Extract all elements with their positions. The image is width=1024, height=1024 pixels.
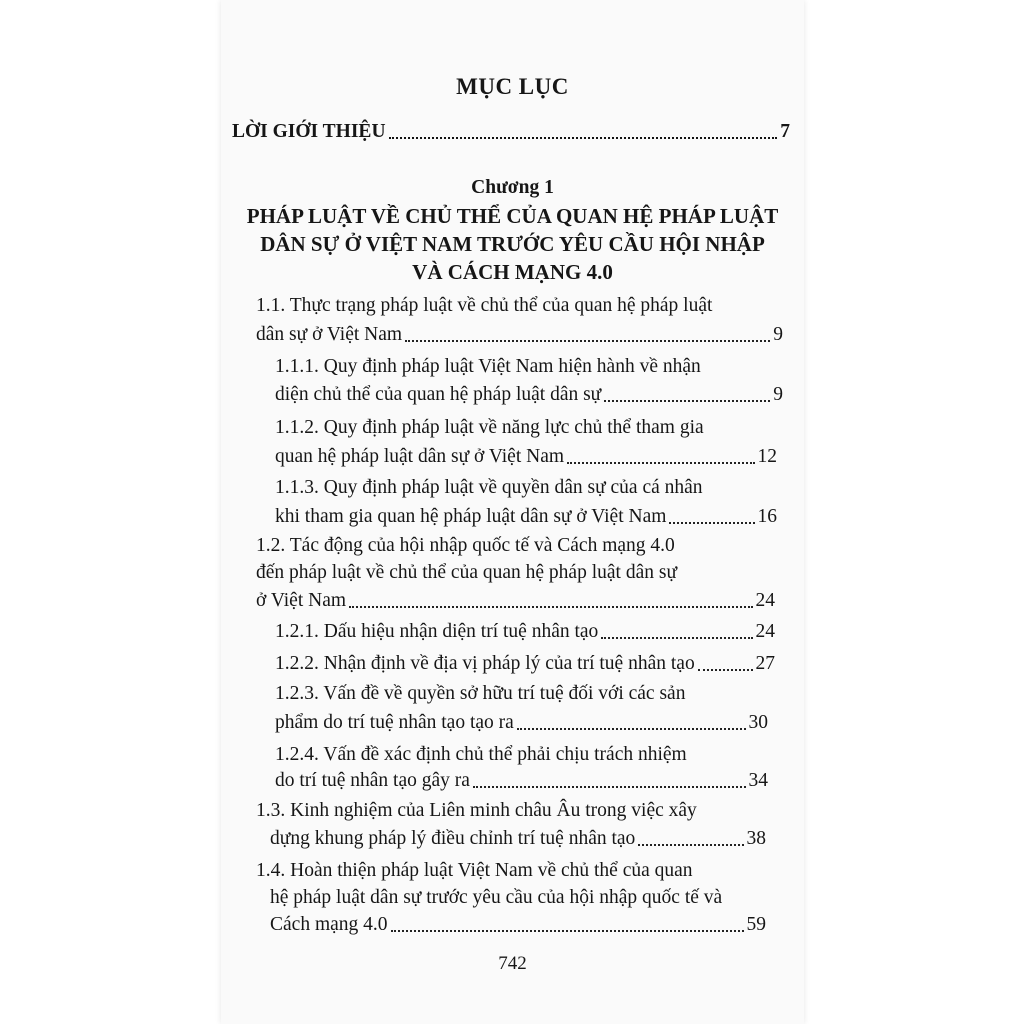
- toc-entry-text: ở Việt Nam: [256, 590, 347, 611]
- toc-entry-1-4: [270, 911, 766, 938]
- chapter-title-line-2: DÂN SỰ Ở VIỆT NAM TRƯỚC YÊU CẦU HỘI NHẬP: [260, 232, 765, 256]
- dot-leader: [604, 400, 770, 402]
- dot-leader: [349, 606, 752, 608]
- toc-entry-page: 34: [748, 770, 768, 791]
- toc-entry-1-2-4-line-1: 1.2.4. Vấn đề xác định chủ thể phải chịu trách nhiệm: [275, 744, 687, 765]
- dot-leader: [391, 930, 744, 932]
- toc-entry-text: 1.2.1. Dấu hiệu nhận diện trí tuệ nhân tạo: [275, 621, 599, 642]
- toc-entry-page: 59: [746, 914, 766, 935]
- toc-entry-page: 16: [757, 506, 777, 527]
- toc-entry-page: 9: [773, 384, 783, 405]
- dot-leader: [405, 340, 770, 342]
- page-number: 742: [498, 953, 527, 974]
- toc-entry-text: diện chủ thể của quan hệ pháp luật dân sự: [275, 384, 602, 405]
- toc-entry-1-3: [270, 825, 766, 852]
- toc-entry-page: 24: [755, 590, 775, 611]
- toc-entry-1-2-3-line-1: 1.2.3. Vấn đề về quyền sở hữu trí tuệ đối với các sản: [275, 683, 686, 704]
- toc-entry-1-2-line-1: 1.2. Tác động của hội nhập quốc tế và Cách mạng 4.0: [256, 535, 675, 556]
- dot-leader: [473, 786, 746, 788]
- toc-entry-page: 38: [746, 828, 766, 849]
- toc-entry-1-1: [256, 321, 783, 348]
- toc-entry-1-1-2: [275, 443, 777, 470]
- dot-leader: [698, 669, 753, 671]
- toc-entry-1-2-4: [275, 767, 768, 794]
- intro-row: [232, 118, 790, 145]
- toc-entry-1-1-1: [275, 381, 783, 408]
- toc-entry-text: dựng khung pháp lý điều chỉnh trí tuệ nhân tạo: [270, 828, 636, 849]
- toc-entry-1-4-line-1: 1.4. Hoàn thiện pháp luật Việt Nam về chủ thể của quan: [256, 860, 693, 881]
- toc-entry-1-2-2: [275, 650, 775, 677]
- chapter-title-line-3: VÀ CÁCH MẠNG 4.0: [412, 260, 613, 284]
- toc-entry-1-4-line-2: hệ pháp luật dân sự trước yêu cầu của hội nhập quốc tế và: [270, 887, 723, 908]
- dot-leader: [601, 637, 752, 639]
- toc-entry-page: 24: [755, 621, 775, 642]
- toc-title: MỤC LỤC: [456, 74, 569, 99]
- toc-entry-page: 30: [748, 712, 768, 733]
- dot-leader: [389, 137, 778, 139]
- toc-entry-1-1-line-1: 1.1. Thực trạng pháp luật về chủ thể của quan hệ pháp luật: [256, 295, 713, 316]
- toc-entry-1-1-3: [275, 503, 777, 530]
- toc-entry-1-1-3-line-1: 1.1.3. Quy định pháp luật về quyền dân sự của cá nhân: [275, 477, 703, 498]
- chapter-title-line-1: PHÁP LUẬT VỀ CHỦ THỂ CỦA QUAN HỆ PHÁP LUẬT: [246, 204, 779, 228]
- chapter-number: Chương 1: [471, 177, 554, 198]
- toc-entry-1-3-line-1: 1.3. Kinh nghiệm của Liên minh châu Âu trong việc xây: [256, 800, 697, 821]
- toc-entry-1-1-1-line-1: 1.1.1. Quy định pháp luật Việt Nam hiện hành về nhận: [275, 356, 701, 377]
- toc-entry-1-2: [256, 587, 775, 614]
- toc-entry-1-2-line-2: đến pháp luật về chủ thể của quan hệ pháp luật dân sự: [256, 562, 678, 583]
- intro-page: 7: [780, 121, 790, 142]
- toc-entry-text: do trí tuệ nhân tạo gây ra: [275, 770, 470, 791]
- dot-leader: [638, 844, 743, 846]
- toc-entry-page: 27: [755, 653, 775, 674]
- toc-entry-text: quan hệ pháp luật dân sự ở Việt Nam: [275, 446, 565, 467]
- toc-entry-1-2-3: [275, 709, 768, 736]
- dot-leader: [669, 522, 754, 524]
- toc-entry-text: phẩm do trí tuệ nhân tạo tạo ra: [275, 712, 514, 733]
- toc-entry-text: Cách mạng 4.0: [270, 914, 388, 935]
- dot-leader: [567, 462, 754, 464]
- toc-entry-page: 12: [757, 446, 777, 467]
- toc-entry-text: dân sự ở Việt Nam: [256, 324, 403, 345]
- toc-entry-text: 1.2.2. Nhận định về địa vị pháp lý của trí tuệ nhân tạo: [275, 653, 695, 674]
- intro-label: LỜI GIỚI THIỆU: [232, 121, 386, 142]
- toc-entry-1-1-2-line-1: 1.1.2. Quy định pháp luật về năng lực chủ thể tham gia: [275, 417, 704, 438]
- toc-entry-text: khi tham gia quan hệ pháp luật dân sự ở Việt Nam: [275, 506, 667, 527]
- dot-leader: [517, 728, 746, 730]
- toc-entry-1-2-1: [275, 618, 775, 645]
- toc-entry-page: 9: [773, 324, 783, 345]
